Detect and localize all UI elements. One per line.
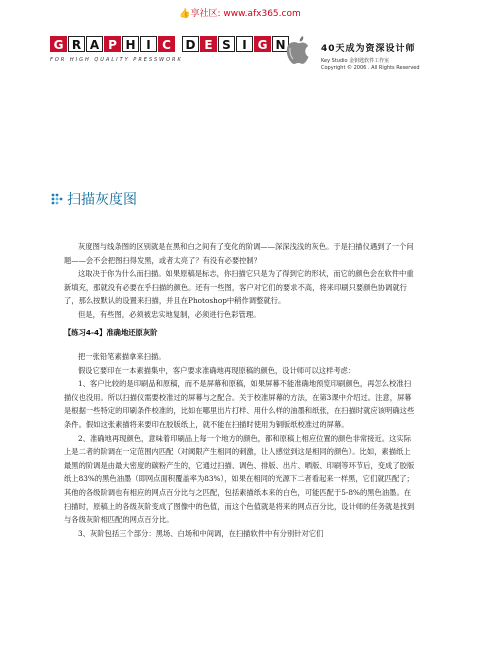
logo-letter: G [254, 36, 271, 52]
exercise-heading [64, 328, 157, 338]
section-heading [51, 189, 137, 209]
logo-letter: N [272, 36, 289, 52]
intro-paragraph: 灰度图与线条图的区别就是在黑和白之间有了变化的阶调——深深浅浅的灰色。于是扫描仪遇到了一个问题——会不会把图扫得发黑，或者太亮了？有没有必要控制？ [64, 242, 414, 265]
exercise-paragraph: 把一张铅笔素描拿来扫描。 [78, 352, 166, 361]
logo-letter: C [158, 36, 175, 52]
logo-letter: P [104, 36, 121, 52]
logo-letter: G [50, 36, 67, 52]
apple-logo-icon [284, 34, 312, 66]
brand-tagline: FOR HIGH QUALITY PRESSWORK [50, 57, 183, 63]
series-info [321, 41, 420, 71]
section-title: 扫描灰度图 [67, 192, 137, 208]
logo-letter: I [236, 36, 253, 52]
exercise-paragraph: 假设它要印在一本素描集中，客户要求准确地再现原稿的颜色，设计师可以这样考虑： [78, 365, 356, 375]
section-bullet-icon [51, 193, 63, 205]
exercise-paragraph: 2、准确地再现颜色，意味着印刷品上每一个地方的颜色，都和原稿上相应位置的颜色非常接近。这实际上是二者的阶调在一定范围内匹配（对阈限产生相同的刺激，让人感觉到这是相同的颜色）。比如，素描纸上最黑的阶调是由最大密度的碳粉产生的，它通过扫描、调色、排版、出片、晒版、印刷等环节后，变成了胶版纸上83%的黑色油墨（即网点面积覆盖率为83%），如果在相同的光源下二者看起来一样黑，它们就匹配了；其他的各级阶调也有相应的网点百分比与之匹配，包括素描纸本来的白色，可能匹配于5-8%的黑色油墨。在扫描时，原稿上的各级灰阶变成了图像中的色值，而这个色值就是将来的网点百分比，设计师的任务就是找到与各级灰阶相匹配的网点百分比。 [64, 433, 415, 525]
logo-letter: R [68, 36, 85, 52]
brand-logo [50, 36, 290, 52]
exercise-paragraph: 3、灰阶包括三个部分：黑场、白场和中间调，在扫描软件中有分别针对它们 [78, 528, 324, 538]
logo-letter: E [200, 36, 217, 52]
logo-letter: A [86, 36, 103, 52]
series-studio: Key Studio 金钥匙软件工作室 [321, 58, 390, 64]
series-title: 40天成为资深设计师 [321, 44, 416, 54]
watermark-text: 👍享社区: www.afx365.com [179, 9, 301, 19]
intro-paragraph: 这取决于你为什么而扫描。如果原稿是标志，你扫描它只是为了得到它的形状，而它的颜色会在软件中重新填充，那就没有必要在乎扫描的颜色。还有一些图，客户对它们的要求不高，将来印刷只要颜色协调就行了，那么按默认的设置来扫描，并且在Photoshop中稍作调整就行。 [64, 269, 414, 306]
logo-letter: H [122, 36, 139, 52]
exercise-title: 准确地还原灰阶 [106, 328, 158, 337]
series-copyright: Copyright © 2006 . All Rights Reserved [321, 65, 420, 71]
intro-paragraph: 但是，有些图，必须被忠实地复制，必须进行色彩管理。 [78, 309, 261, 319]
exercise-tag: 【练习4-4】 [64, 328, 107, 337]
intro-text [64, 240, 417, 322]
exercise-paragraph: 1、客户比较的是印刷品和原稿，而不是屏幕和原稿，如果屏幕不能准确地预览印刷颜色，再怎么校准扫描仪也没用。所以扫描仪需要校准过的屏幕与之配合。关于校准屏幕的方法，在第3课中介绍过。注意，屏幕是根据一些特定的印刷条件校准的，比如在哪里出片打样、用什么样的油墨和纸张，在扫描时就应该明确这些条件。假如这张素描将来要印在胶版纸上，就不能在扫描时使用为铜版纸校准过的屏幕。 [64, 379, 415, 429]
logo-letter: S [218, 36, 235, 52]
logo-letter: I [140, 36, 157, 52]
logo-letter: D [182, 36, 199, 52]
exercise-text [64, 350, 417, 540]
